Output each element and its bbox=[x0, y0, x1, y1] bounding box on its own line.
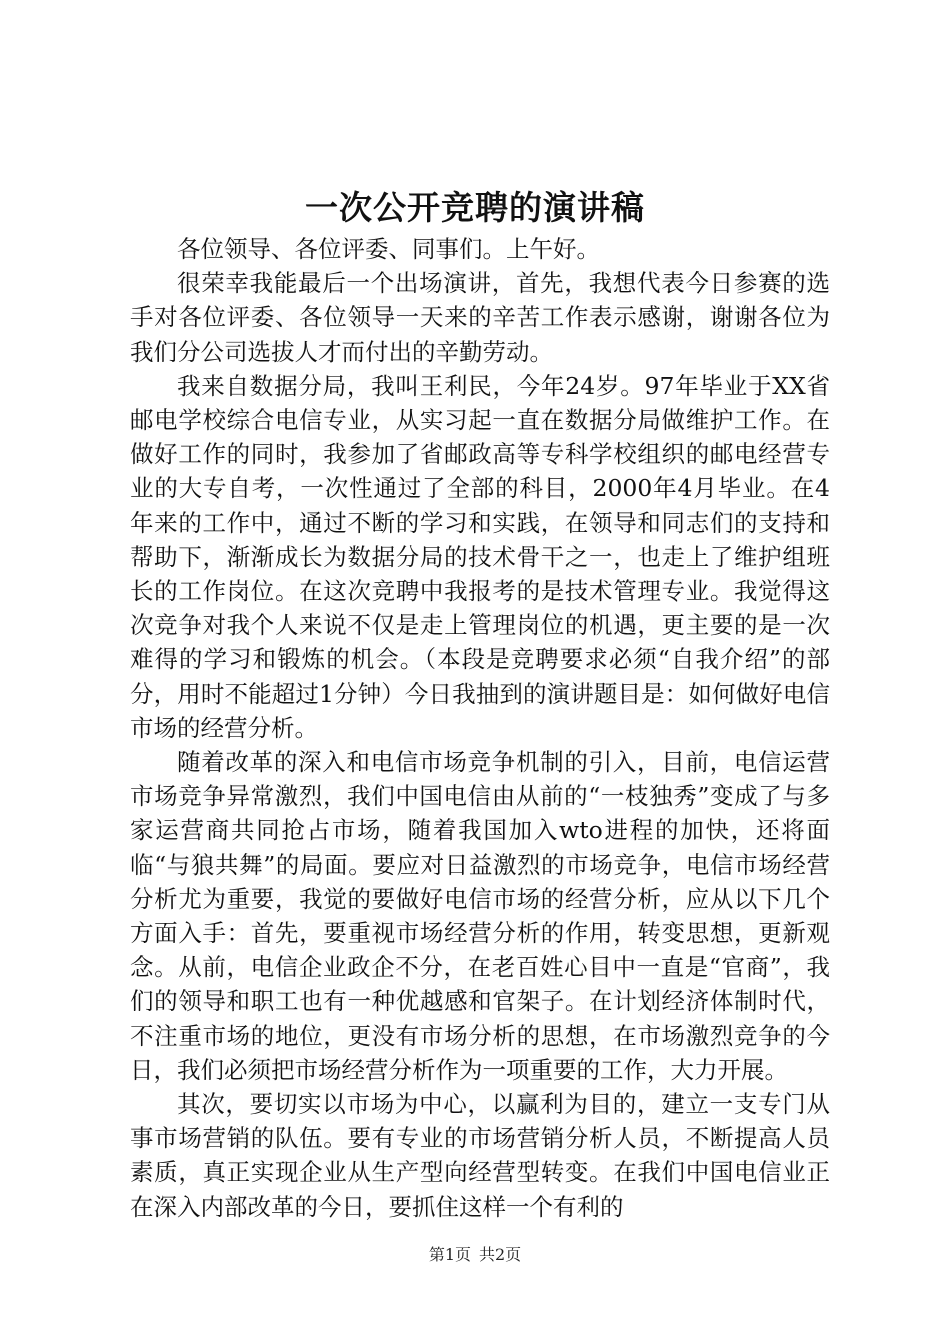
page-footer bbox=[0, 1243, 950, 1267]
paragraph-greeting: 各位领导、各位评委、同事们。上午好。 bbox=[177, 235, 600, 263]
paragraph-marketing-team: 其次，要切实以市场为中心，以赢利为目的，建立一支专门从事市场营销的队伍。要有专业的市场营销分析人员，不断提高人员素质，真正实现企业从生产型向经营型转变。在我们中国电信业正在深入内部改革的今日，要抓住这样一个有利的 bbox=[130, 1090, 830, 1221]
page-number: 第1页 bbox=[428, 1245, 471, 1264]
document-body bbox=[130, 232, 830, 1224]
page-total: 共2页 bbox=[479, 1245, 522, 1264]
paragraph-market-competition: 随着改革的深入和电信市场竞争机制的引入，目前，电信运营市场竞争异常激烈，我们中国电信由从前的“一枝独秀”变成了与多家运营商共同抢占市场，随着我国加入wto进程的加快，还将面临“与狼共舞”的局面。要应对日益激烈的市场竞争，电信市场经营分析尤为重要，我觉的要做好电信市场的经营分析，应从以下几个方面入手：首先，要重视市场经营分析的作用，转变思想，更新观念。从前，电信企业政企不分，在老百姓心目中一直是“官商”，我们的领导和职工也有一种优越感和官架子。在计划经济体制时代，不注重市场的地位，更没有市场分析的思想，在市场激烈竞争的今日，我们必须把市场经营分析作为一项重要的工作，大力开展。 bbox=[130, 748, 830, 1084]
paragraph-thanks: 很荣幸我能最后一个出场演讲，首先，我想代表今日参赛的选手对各位评委、各位领导一天来的辛苦工作表示感谢，谢谢各位为我们分公司选拔人才而付出的辛勤劳动。 bbox=[130, 269, 830, 366]
paragraph-self-introduction: 我来自数据分局，我叫王利民，今年24岁。97年毕业于XX省邮电学校综合电信专业，从实习起一直在数据分局做维护工作。在做好工作的同时，我参加了省邮政高等专科学校组织的邮电经营专业的大专自考，一次性通过了全部的科目，2000年4月毕业。在4年来的工作中，通过不断的学习和实践，在领导和同志们的支持和帮助下，渐渐成长为数据分局的技术骨干之一，也走上了维护组班长的工作岗位。在这次竞聘中我报考的是技术管理专业。我觉得这次竞争对我个人来说不仅是走上管理岗位的机遇，更主要的是一次难得的学习和锻炼的机会。（本段是竞聘要求必须“自我介绍”的部分，用时不能超过1分钟）今日我抽到的演讲题目是：如何做好电信市场的经营分析。 bbox=[130, 371, 830, 742]
document-title: 一次公开竞聘的演讲稿 bbox=[305, 188, 645, 227]
